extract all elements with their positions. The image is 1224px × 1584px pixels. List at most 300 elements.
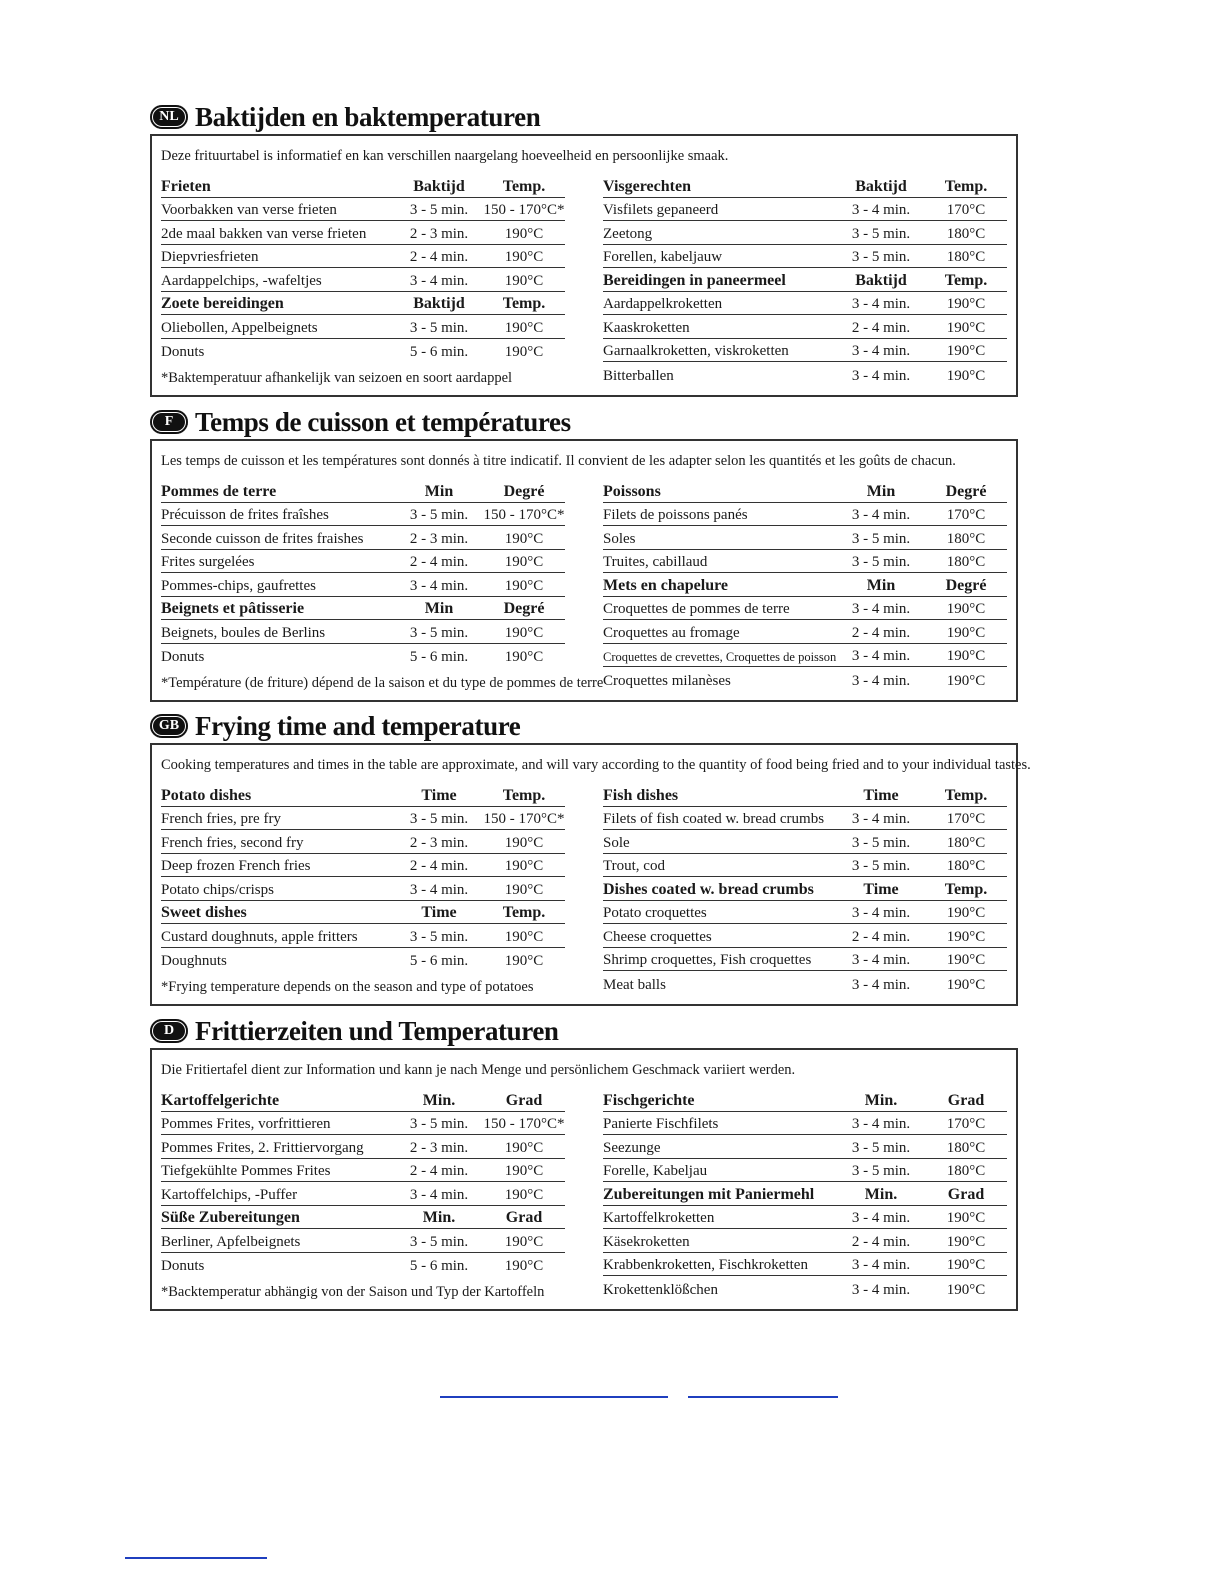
category-label: Süße Zubereitungen: [161, 1209, 300, 1226]
table-row: [603, 292, 1007, 316]
temp-cell: 190°C: [946, 928, 986, 945]
table-header-row: [161, 174, 565, 198]
dish-name: Meat balls: [603, 976, 666, 993]
temp-cell: 190°C: [946, 601, 986, 617]
time-column-header: Min: [424, 600, 454, 617]
table-columns: [161, 783, 1007, 996]
temp-cell: 150 - 170°C*: [483, 202, 565, 218]
table-row: [603, 948, 1007, 972]
temp-cell: 180°C: [946, 834, 986, 851]
language-badge-icon: F: [150, 410, 188, 434]
category-label: Visgerechten: [603, 177, 691, 195]
time-cell: 3 - 5 min.: [851, 1139, 911, 1156]
dish-name: Donuts: [161, 344, 205, 360]
time-column-header: Baktijd: [855, 271, 907, 289]
table-row: [603, 339, 1007, 363]
footnote: *Baktemperatuur afhankelijk van seizoen en soort aardappel: [161, 370, 513, 386]
intro-text: Les temps de cuisson et les températures sont donnés à titre indicatif. Il convient de les adapter selon les quantités et les goûts de chacun.: [161, 453, 956, 469]
dish-name: Visfilets gepaneerd: [603, 202, 719, 218]
table-header-row: [603, 573, 1007, 597]
table-row: [603, 245, 1007, 269]
category-label: Kartoffelgerichte: [161, 1091, 280, 1109]
time-cell: 3 - 4 min.: [851, 601, 911, 617]
frying-table-box: [150, 134, 1018, 397]
table-row: [603, 315, 1007, 339]
table-row: [603, 221, 1007, 245]
dish-name: Seezunge: [603, 1139, 661, 1156]
temp-cell: 190°C: [946, 1257, 986, 1273]
time-cell: 2 - 3 min.: [409, 225, 469, 242]
dish-name: Kartoffelkroketten: [603, 1210, 715, 1226]
temp-cell: 190°C: [504, 928, 544, 945]
dish-name: Krabbenkroketten, Fischkroketten: [603, 1257, 808, 1273]
table-row: [161, 245, 565, 269]
temp-column-header: Grad: [947, 1091, 985, 1109]
temp-cell: 190°C: [504, 624, 544, 641]
category-label: Potato dishes: [161, 786, 252, 804]
dish-name: Pommes-chips, gaufrettes: [161, 577, 316, 594]
temp-cell: 190°C: [504, 649, 544, 665]
time-cell: 3 - 4 min.: [851, 648, 911, 664]
time-column-header: Min.: [864, 1091, 898, 1109]
time-cell: 3 - 4 min.: [851, 976, 911, 993]
temp-cell: 190°C: [946, 343, 986, 359]
dish-name: Sole: [603, 834, 630, 851]
dish-name: Filets de poissons panés: [603, 507, 748, 523]
dish-name: Frites surgelées: [161, 554, 255, 570]
section-heading: Baktijden en baktemperaturen: [195, 101, 541, 132]
table-row: [603, 1159, 1007, 1183]
section-heading: Temps de cuisson et températures: [195, 406, 571, 437]
category-label: Zubereitungen mit Paniermehl: [603, 1185, 815, 1203]
temp-column-header: Temp.: [944, 786, 988, 804]
table-row: [161, 550, 565, 574]
dish-name: Bitterballen: [603, 367, 674, 384]
category-label: Sweet dishes: [161, 904, 247, 921]
language-badge-icon: D: [150, 1019, 188, 1043]
temp-cell: 190°C: [504, 344, 544, 360]
temp-cell: 190°C: [504, 1139, 544, 1156]
dish-name: Kaaskroketten: [603, 319, 690, 336]
time-cell: 3 - 5 min.: [851, 225, 911, 242]
time-cell: 3 - 4 min.: [409, 272, 469, 289]
frying-table-box: [150, 439, 1018, 702]
table-header-row: [161, 1206, 565, 1230]
temp-cell: 190°C: [504, 953, 544, 969]
table-row: [603, 667, 1007, 691]
time-cell: 5 - 6 min.: [409, 953, 469, 969]
dish-name: Oliebollen, Appelbeignets: [161, 319, 318, 336]
language-badge-icon: NL: [150, 105, 188, 129]
table-header-row: [603, 1182, 1007, 1206]
temp-cell: 190°C: [946, 296, 986, 312]
table-row: [161, 948, 565, 972]
section-heading: Frying time and temperature: [195, 710, 521, 741]
category-label: Zoete bereidingen: [161, 295, 284, 312]
table-row: [603, 830, 1007, 854]
table-row: [161, 1159, 565, 1183]
time-column-header: Min: [866, 576, 896, 594]
dish-name: Truites, cabillaud: [603, 554, 708, 570]
table-header-row: [161, 597, 565, 621]
time-cell: 3 - 5 min.: [851, 834, 911, 851]
temp-cell: 190°C: [504, 272, 544, 289]
time-cell: 2 - 3 min.: [409, 530, 469, 547]
time-cell: 2 - 4 min.: [851, 928, 911, 945]
frying-table-box: [150, 743, 1031, 1006]
time-cell: 5 - 6 min.: [409, 1258, 469, 1274]
temp-cell: 190°C: [504, 858, 544, 874]
table-row: [603, 1206, 1007, 1230]
dish-name: French fries, pre fry: [161, 811, 281, 827]
table-columns: [161, 479, 1007, 692]
dish-name: Donuts: [161, 649, 205, 665]
temp-cell: 180°C: [946, 225, 986, 242]
time-cell: 2 - 4 min.: [851, 624, 911, 641]
category-label: Pommes de terre: [161, 482, 277, 500]
temp-cell: 190°C: [946, 367, 986, 384]
time-cell: 3 - 5 min.: [409, 624, 469, 641]
table-row: [603, 1135, 1007, 1159]
dish-name: Précuisson de frites fraîshes: [161, 507, 329, 523]
time-cell: 2 - 4 min.: [409, 858, 469, 874]
dish-name: Croquettes de pommes de terre: [603, 601, 790, 617]
temp-cell: 180°C: [946, 530, 986, 547]
temp-cell: 190°C: [504, 319, 544, 336]
section-gb: [150, 709, 1031, 1006]
table-header-row: [603, 174, 1007, 198]
footer-link-1[interactable]: [440, 1396, 668, 1398]
temp-cell: 190°C: [504, 1163, 544, 1179]
temp-cell: 170°C: [946, 507, 986, 523]
time-cell: 3 - 4 min.: [851, 905, 911, 921]
time-cell: 3 - 5 min.: [851, 1163, 911, 1179]
temp-cell: 150 - 170°C*: [483, 507, 565, 523]
table-header-row: [161, 1088, 565, 1112]
section-title: [150, 100, 1018, 134]
dish-name: Garnaalkroketten, viskroketten: [603, 343, 789, 359]
category-label: Frieten: [161, 177, 211, 195]
dish-name: 2de maal bakken van verse frieten: [161, 225, 367, 242]
temp-cell: 190°C: [946, 1210, 986, 1226]
temp-cell: 190°C: [946, 1233, 986, 1250]
time-cell: 2 - 4 min.: [409, 554, 469, 570]
time-cell: 2 - 4 min.: [409, 249, 469, 265]
table-row: [603, 620, 1007, 644]
table-row: [161, 339, 565, 363]
table-row: [161, 1135, 565, 1159]
dish-name: Aardappelchips, -wafeltjes: [161, 272, 322, 289]
footnote: *Température (de friture) dépend de la saison et du type de pommes de terre: [161, 675, 604, 691]
temp-cell: 190°C: [504, 577, 544, 594]
temp-column-header: Degré: [503, 600, 545, 617]
table-row: [603, 1229, 1007, 1253]
time-cell: 3 - 5 min.: [409, 507, 469, 523]
dish-name: Croquettes au fromage: [603, 624, 740, 641]
temp-column-header: Temp.: [502, 295, 546, 312]
table-row: [161, 1253, 565, 1277]
table-row: [603, 198, 1007, 222]
section-title: [150, 1014, 1018, 1048]
temp-cell: 190°C: [504, 1186, 544, 1203]
footer-link-2[interactable]: [688, 1396, 838, 1398]
table-row: [603, 362, 1007, 386]
section-f: [150, 405, 1018, 702]
temp-cell: 180°C: [946, 858, 986, 874]
temp-column-header: Grad: [947, 1185, 985, 1203]
time-cell: 3 - 5 min.: [851, 530, 911, 547]
table-column-right: [603, 783, 1007, 996]
table-column-left: [161, 783, 565, 996]
dish-name: Voorbakken van verse frieten: [161, 202, 337, 218]
time-cell: 3 - 5 min.: [409, 928, 469, 945]
table-row: [603, 854, 1007, 878]
table-column-left: [161, 174, 565, 387]
category-label: Fish dishes: [603, 786, 679, 804]
category-label: Mets en chapelure: [603, 576, 729, 594]
time-cell: 3 - 4 min.: [851, 202, 911, 218]
dish-name: Zeetong: [603, 225, 653, 242]
table-row: [603, 1253, 1007, 1277]
table-row: [161, 268, 565, 292]
dish-name: Berliner, Apfelbeignets: [161, 1233, 301, 1250]
time-cell: 3 - 4 min.: [851, 952, 911, 968]
intro-text: Die Fritiertafel dient zur Information und kann je nach Menge und persönlichem Geschmack variiert werden.: [161, 1062, 796, 1078]
temp-column-header: Grad: [505, 1091, 543, 1109]
dish-name: Kartoffelchips, -Puffer: [161, 1186, 298, 1203]
temp-cell: 170°C: [946, 811, 986, 827]
dish-name: Pommes Frites, vorfrittieren: [161, 1116, 331, 1132]
footnote: *Backtemperatur abhängig von der Saison und Typ der Kartoffeln: [161, 1284, 545, 1300]
table-header-row: [603, 1088, 1007, 1112]
table-header-row: [161, 292, 565, 316]
time-column-header: Time: [421, 904, 457, 921]
table-column-left: [161, 1088, 565, 1301]
time-column-header: Time: [863, 786, 899, 804]
temp-cell: 190°C: [946, 1281, 986, 1298]
temp-cell: 190°C: [504, 225, 544, 242]
table-row: [603, 901, 1007, 925]
temp-cell: 190°C: [504, 1233, 544, 1250]
temp-column-header: Temp.: [944, 177, 988, 195]
temp-cell: 180°C: [946, 249, 986, 265]
dish-name: Forellen, kabeljauw: [603, 249, 723, 265]
table-row: [603, 807, 1007, 831]
time-column-header: Min: [424, 482, 454, 500]
temp-cell: 190°C: [946, 624, 986, 641]
time-cell: 3 - 4 min.: [851, 811, 911, 827]
temp-column-header: Temp.: [502, 904, 546, 921]
intro-text: Cooking temperatures and times in the table are approximate, and will vary according to the quantity of food being fried and to your individual tastes.: [161, 757, 1031, 773]
temp-cell: 150 - 170°C*: [483, 1116, 565, 1132]
time-cell: 3 - 5 min.: [851, 249, 911, 265]
table-row: [603, 1276, 1007, 1300]
time-cell: 3 - 4 min.: [409, 1186, 469, 1203]
dish-name: Doughnuts: [161, 953, 227, 969]
temp-cell: 190°C: [504, 554, 544, 570]
time-cell: 3 - 4 min.: [851, 1281, 911, 1298]
table-header-row: [161, 479, 565, 503]
time-cell: 3 - 4 min.: [851, 296, 911, 312]
temp-cell: 170°C: [946, 202, 986, 218]
time-cell: 3 - 4 min.: [851, 1210, 911, 1226]
table-row: [161, 830, 565, 854]
temp-cell: 170°C: [946, 1116, 986, 1132]
table-row: [161, 1229, 565, 1253]
dish-name: Käsekroketten: [603, 1233, 690, 1250]
dish-name: Tiefgekühlte Pommes Frites: [161, 1163, 331, 1179]
table-column-right: [603, 479, 1007, 692]
temp-cell: 180°C: [946, 1139, 986, 1156]
dish-name: Potato chips/crisps: [161, 881, 274, 898]
time-column-header: Baktijd: [413, 177, 465, 195]
time-cell: 5 - 6 min.: [409, 649, 469, 665]
temp-cell: 180°C: [946, 554, 986, 570]
time-cell: 3 - 4 min.: [409, 577, 469, 594]
table-header-row: [603, 268, 1007, 292]
table-row: [603, 550, 1007, 574]
time-cell: 3 - 5 min.: [409, 202, 469, 218]
table-columns: [161, 1088, 1007, 1301]
dish-name: Pommes Frites, 2. Frittiervorgang: [161, 1139, 364, 1156]
time-cell: 2 - 4 min.: [851, 319, 911, 336]
table-header-row: [603, 479, 1007, 503]
table-row: [161, 854, 565, 878]
time-column-header: Min: [866, 482, 896, 500]
temp-cell: 190°C: [946, 672, 986, 689]
table-header-row: [603, 783, 1007, 807]
temp-cell: 190°C: [946, 952, 986, 968]
dish-name: Donuts: [161, 1258, 205, 1274]
temp-cell: 190°C: [946, 905, 986, 921]
temp-cell: 190°C: [946, 648, 986, 664]
time-cell: 3 - 5 min.: [851, 858, 911, 874]
table-row: [161, 1182, 565, 1206]
dish-name: Diepvriesfrieten: [161, 249, 259, 265]
time-column-header: Baktijd: [413, 295, 465, 312]
temp-column-header: Degré: [945, 576, 987, 594]
time-cell: 5 - 6 min.: [409, 344, 469, 360]
time-cell: 3 - 5 min.: [409, 1233, 469, 1250]
table-row: [603, 503, 1007, 527]
temp-column-header: Temp.: [502, 177, 546, 195]
time-cell: 3 - 5 min.: [409, 1116, 469, 1132]
temp-cell: 190°C: [946, 976, 986, 993]
temp-cell: 190°C: [504, 530, 544, 547]
table-row: [603, 1112, 1007, 1136]
temp-column-header: Temp.: [944, 880, 988, 898]
table-header-row: [603, 877, 1007, 901]
time-column-header: Min.: [864, 1185, 898, 1203]
dish-name: Croquettes de crevettes, Croquettes de poisson: [603, 650, 837, 664]
table-row: [161, 924, 565, 948]
section-title: [150, 709, 1018, 743]
temp-cell: 180°C: [946, 1163, 986, 1179]
table-row: [161, 503, 565, 527]
dish-name: Shrimp croquettes, Fish croquettes: [603, 952, 812, 968]
section-heading: Frittierzeiten und Temperaturen: [195, 1015, 559, 1046]
time-cell: 3 - 5 min.: [851, 554, 911, 570]
dish-name: French fries, second fry: [161, 834, 304, 851]
temp-column-header: Grad: [505, 1209, 543, 1226]
temp-cell: 190°C: [504, 834, 544, 851]
category-label: Poissons: [603, 482, 661, 500]
time-cell: 2 - 4 min.: [409, 1163, 469, 1179]
time-cell: 3 - 4 min.: [851, 343, 911, 359]
table-row: [161, 315, 565, 339]
table-row: [161, 526, 565, 550]
table-row: [603, 924, 1007, 948]
category-label: Dishes coated w. bread crumbs: [603, 880, 814, 898]
table-row: [161, 573, 565, 597]
table-columns: [161, 174, 1007, 387]
dish-name: Forelle, Kabeljau: [603, 1163, 708, 1179]
temp-cell: 190°C: [504, 881, 544, 898]
time-cell: 2 - 4 min.: [851, 1233, 911, 1250]
temp-column-header: Degré: [503, 482, 545, 500]
footnote: *Frying temperature depends on the season and type of potatoes: [161, 979, 534, 995]
intro-text: Deze frituurtabel is informatief en kan verschillen naargelang hoeveelheid en persoonlijke smaak.: [161, 148, 729, 164]
table-row: [161, 644, 565, 668]
time-column-header: Baktijd: [855, 177, 907, 195]
dish-name: Aardappelkroketten: [603, 296, 723, 312]
table-column-left: [161, 479, 604, 692]
dish-name: Custard doughnuts, apple fritters: [161, 928, 358, 945]
dish-name: Filets of fish coated w. bread crumbs: [603, 811, 825, 827]
time-cell: 3 - 4 min.: [409, 881, 469, 898]
category-label: Fischgerichte: [603, 1091, 695, 1109]
temp-cell: 150 - 170°C*: [483, 811, 565, 827]
dish-name: Beignets, boules de Berlins: [161, 624, 326, 641]
table-row: [603, 597, 1007, 621]
dish-name: Soles: [603, 530, 636, 547]
temp-column-header: Temp.: [502, 786, 546, 804]
dish-name: Potato croquettes: [603, 905, 707, 921]
table-row: [161, 198, 565, 222]
time-cell: 2 - 3 min.: [409, 1139, 469, 1156]
table-row: [603, 526, 1007, 550]
dish-name: Croquettes milanèses: [603, 672, 731, 689]
table-header-row: [161, 901, 565, 925]
table-header-row: [161, 783, 565, 807]
dish-name: Deep frozen French fries: [161, 858, 311, 874]
temp-cell: 190°C: [946, 319, 986, 336]
table-row: [161, 221, 565, 245]
time-cell: 2 - 3 min.: [409, 834, 469, 851]
time-cell: 3 - 4 min.: [851, 672, 911, 689]
time-cell: 3 - 4 min.: [851, 507, 911, 523]
table-row: [161, 807, 565, 831]
time-column-header: Min.: [422, 1091, 456, 1109]
footer-link-3[interactable]: [125, 1557, 267, 1559]
table-row: [161, 1112, 565, 1136]
table-row: [603, 971, 1007, 995]
table-column-right: [603, 174, 1007, 387]
dish-name: Cheese croquettes: [603, 928, 712, 945]
section-nl: [150, 100, 1018, 397]
dish-name: Trout, cod: [603, 858, 665, 874]
time-column-header: Min.: [422, 1209, 456, 1226]
category-label: Beignets et pâtisserie: [161, 600, 305, 617]
section-d: [150, 1014, 1018, 1311]
frying-table-box: [150, 1048, 1018, 1311]
temp-cell: 190°C: [504, 1258, 544, 1274]
time-cell: 3 - 5 min.: [409, 811, 469, 827]
table-row: [161, 620, 565, 644]
time-cell: 3 - 4 min.: [851, 1116, 911, 1132]
dish-name: Panierte Fischfilets: [603, 1116, 719, 1132]
time-cell: 3 - 5 min.: [409, 319, 469, 336]
